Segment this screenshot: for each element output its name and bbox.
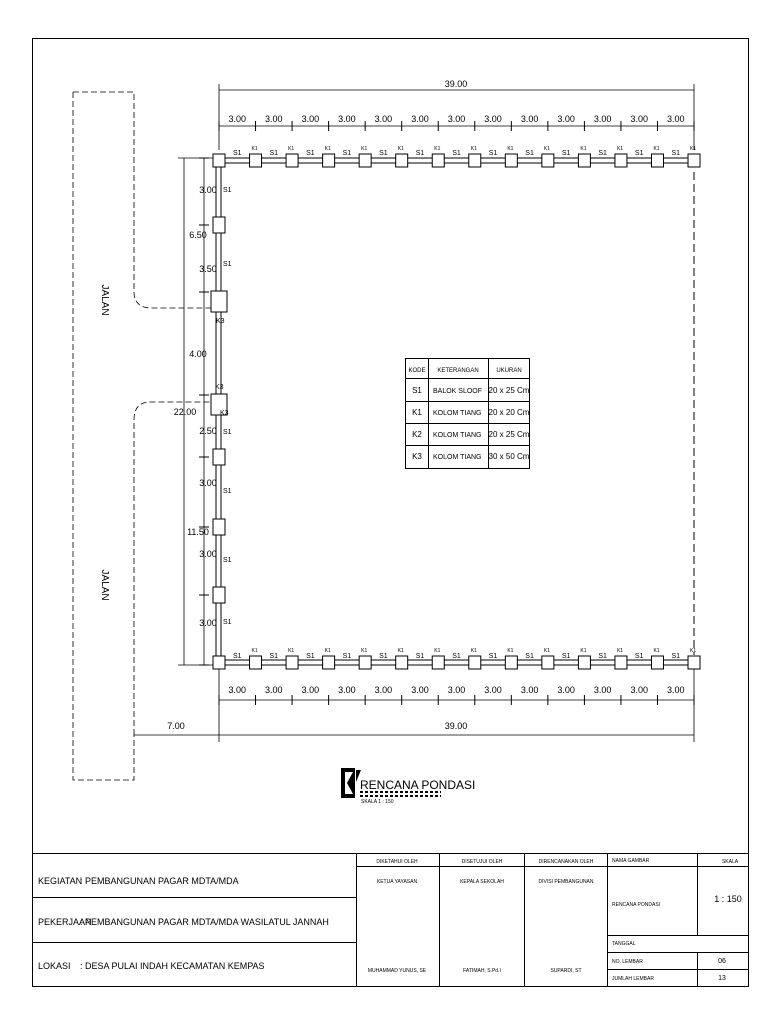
bay-dim-top: 3.00 bbox=[666, 114, 685, 124]
code-k1-bottom: K1 bbox=[251, 648, 258, 654]
lokasi-value: : DESA PULAI INDAH KECAMATAN KEMPAS bbox=[80, 961, 265, 971]
legend-row-4-ukuran: 30 x 50 Cm bbox=[488, 452, 530, 461]
code-k1-top: K1 bbox=[580, 146, 587, 152]
code-k3-upper: K3 bbox=[216, 318, 225, 325]
column-bottom bbox=[432, 656, 444, 669]
code-s1-top: S1 bbox=[232, 150, 242, 157]
column-top bbox=[542, 154, 554, 167]
code-s1-bottom: S1 bbox=[561, 653, 571, 660]
code-s1-top: S1 bbox=[452, 150, 461, 157]
left-bay-dim: 3.00 bbox=[199, 618, 217, 628]
column-bottom bbox=[286, 656, 298, 669]
dim-left-11-50: 11.50 bbox=[187, 527, 209, 537]
code-k1-top: K1 bbox=[251, 146, 258, 152]
column-bottom bbox=[688, 656, 700, 669]
drawing-scale: SKALA 1 : 150 bbox=[361, 799, 394, 805]
bay-dim-bottom: 3.00 bbox=[228, 685, 247, 695]
code-s1-bottom: S1 bbox=[525, 653, 534, 660]
left-bay-dim: 3.00 bbox=[199, 549, 217, 559]
code-s1-bottom: S1 bbox=[415, 653, 425, 660]
left-bay-dim: 3.00 bbox=[199, 185, 217, 195]
code-k1-top: K1 bbox=[397, 146, 404, 152]
column-left bbox=[213, 217, 225, 233]
bay-dim-top: 3.00 bbox=[301, 114, 320, 124]
legend-header-keterangan: KETERANGAN bbox=[437, 368, 479, 374]
column-top bbox=[250, 154, 262, 167]
column-top bbox=[651, 154, 663, 167]
legend-row-2-kode: K1 bbox=[412, 408, 422, 417]
code-s1-bottom: S1 bbox=[342, 653, 352, 660]
kegiatan-value: : PEMBANGUNAN PAGAR MDTA/MDA bbox=[80, 876, 239, 886]
lokasi-label: LOKASI bbox=[38, 961, 71, 971]
column-top bbox=[213, 154, 225, 167]
dim-left-4-00: 4.00 bbox=[189, 349, 207, 359]
code-s1-top: S1 bbox=[488, 150, 498, 157]
code-k1-top: K1 bbox=[690, 146, 697, 152]
dim-left-2-50: 2.50 bbox=[199, 426, 217, 436]
bay-dim-bottom: 3.00 bbox=[338, 685, 356, 695]
code-k1-top: K1 bbox=[324, 146, 331, 152]
road-label-lower: JALAN bbox=[99, 569, 110, 601]
code-k1-top: K1 bbox=[361, 146, 368, 152]
code-k1-bottom: K1 bbox=[653, 648, 660, 654]
code-s1-top: S1 bbox=[415, 150, 425, 157]
column-top bbox=[323, 154, 335, 167]
column-bottom bbox=[578, 656, 590, 669]
legend-row-2-ukuran: 20 x 20 Cm bbox=[488, 408, 530, 417]
legend-row-1-keterangan: BALOK SLOOF bbox=[433, 388, 483, 395]
bay-dim-top: 3.00 bbox=[374, 114, 393, 124]
column-top bbox=[432, 154, 444, 167]
legend-header-kode: KODE bbox=[408, 368, 426, 374]
code-s1-top: S1 bbox=[671, 150, 681, 157]
nama-gambar-label: NAMA GAMBAR bbox=[612, 858, 650, 864]
left-bay-dim: 3.00 bbox=[199, 478, 217, 488]
column-bottom bbox=[469, 656, 481, 669]
legend-row-3-ukuran: 20 x 25 Cm bbox=[488, 430, 530, 439]
legend-row-4-kode: K3 bbox=[412, 452, 422, 461]
bay-dim-bottom: 3.00 bbox=[484, 685, 502, 695]
code-k1-top: K1 bbox=[653, 146, 660, 152]
signer-name-3: SUPARDI, ST bbox=[550, 968, 582, 974]
code-k1-top: K1 bbox=[616, 146, 624, 152]
code-s1-bottom: S1 bbox=[269, 653, 279, 660]
code-k1-top: K1 bbox=[507, 146, 514, 152]
legend-header-ukuran: UKURAN bbox=[496, 368, 522, 374]
dim-left-offset: 7.00 bbox=[167, 721, 185, 731]
code-k1-top: K1 bbox=[543, 146, 550, 152]
code-k1-bottom: K1 bbox=[288, 648, 295, 654]
column-top bbox=[688, 154, 700, 167]
legend-row-1-ukuran: 20 x 25 Cm bbox=[488, 386, 530, 395]
bay-dim-top: 3.00 bbox=[447, 114, 466, 124]
code-s1-left: S1 bbox=[223, 488, 232, 495]
column-top bbox=[578, 154, 590, 167]
code-k1-bottom: K1 bbox=[470, 648, 477, 654]
code-k1-bottom: K1 bbox=[580, 648, 587, 654]
column-top bbox=[359, 154, 371, 167]
drawing-title-logo bbox=[341, 768, 361, 798]
legend-row-3-kode: K2 bbox=[412, 430, 422, 439]
bay-dim-bottom: 3.00 bbox=[630, 685, 648, 695]
road-label-upper: JALAN bbox=[99, 284, 110, 316]
column-top bbox=[615, 154, 627, 167]
role-divisi-pembangunan: DIVISI PEMBANGUNAN bbox=[538, 879, 594, 885]
no-lembar-label: NO. LEMBAR bbox=[612, 959, 643, 965]
dim-bottom-overall: 39.00 bbox=[444, 721, 468, 731]
bay-dim-bottom: 3.00 bbox=[301, 685, 320, 695]
sheet-border bbox=[33, 39, 749, 987]
pekerjaan-label: PEKERJAAN bbox=[38, 917, 92, 927]
column-bottom bbox=[542, 656, 554, 669]
road-outline bbox=[73, 92, 214, 780]
bay-dim-bottom: 3.00 bbox=[666, 685, 685, 695]
dim-top-overall: 39.00 bbox=[444, 79, 468, 89]
column-top bbox=[286, 154, 298, 167]
bay-dim-bottom: 3.00 bbox=[557, 685, 575, 695]
drawing-title-block bbox=[341, 768, 475, 805]
code-s1-top: S1 bbox=[269, 150, 279, 157]
bay-dim-top: 3.00 bbox=[484, 114, 502, 124]
tanggal-label: TANGGAL bbox=[612, 941, 636, 947]
bay-dim-bottom: 3.00 bbox=[411, 685, 429, 695]
code-s1-bottom: S1 bbox=[232, 653, 242, 660]
column-bottom bbox=[359, 656, 371, 669]
role-ketua-yayasan: KETUA YAYASAN bbox=[376, 879, 418, 885]
bay-dim-top: 3.00 bbox=[557, 114, 575, 124]
dim-left-6-50: 6.50 bbox=[189, 230, 207, 240]
code-s1-top: S1 bbox=[561, 150, 571, 157]
code-k1-top: K1 bbox=[434, 146, 441, 152]
column-bottom bbox=[615, 656, 627, 669]
code-k3-lower-b: K3 bbox=[220, 410, 229, 417]
code-s1-left: S1 bbox=[223, 261, 232, 268]
bay-dim-bottom: 3.00 bbox=[593, 685, 612, 695]
legend-row-3-keterangan: KOLOM TIANG bbox=[433, 432, 482, 439]
bay-dim-bottom: 3.00 bbox=[265, 685, 283, 695]
bay-dim-top: 3.00 bbox=[593, 114, 612, 124]
code-s1-bottom: S1 bbox=[379, 653, 388, 660]
code-s1-top: S1 bbox=[598, 150, 607, 157]
column-left bbox=[213, 587, 225, 603]
code-k1-bottom: K1 bbox=[397, 648, 404, 654]
code-s1-top: S1 bbox=[306, 150, 315, 157]
column-top bbox=[505, 154, 517, 167]
direncanakan-label: DIRENCANAKAN OLEH bbox=[538, 859, 594, 865]
k3-column-upper bbox=[211, 291, 227, 312]
code-k1-bottom: K1 bbox=[361, 648, 368, 654]
column-bottom bbox=[396, 656, 408, 669]
column-left bbox=[213, 449, 225, 465]
code-k1-bottom: K1 bbox=[507, 648, 514, 654]
bay-dim-bottom: 3.00 bbox=[374, 685, 393, 695]
legend-row-1-kode: S1 bbox=[412, 386, 422, 395]
code-s1-bottom: S1 bbox=[488, 653, 498, 660]
code-k1-bottom: K1 bbox=[324, 648, 331, 654]
nama-gambar-value: RENCANA PONDASI bbox=[612, 902, 661, 908]
kegiatan-label: KEGIATAN bbox=[38, 876, 83, 886]
code-s1-top: S1 bbox=[525, 150, 534, 157]
dim-left-3-50: 3.50 bbox=[199, 264, 217, 274]
code-s1-bottom: S1 bbox=[452, 653, 461, 660]
legend-row-4-keterangan: KOLOM TIANG bbox=[433, 454, 482, 461]
column-bottom bbox=[323, 656, 335, 669]
code-s1-top: S1 bbox=[634, 150, 644, 157]
column-top bbox=[396, 154, 408, 167]
jumlah-lembar-value: 13 bbox=[718, 975, 726, 982]
column-bottom bbox=[250, 656, 262, 669]
code-s1-bottom: S1 bbox=[634, 653, 644, 660]
code-s1-bottom: S1 bbox=[598, 653, 607, 660]
column-bottom bbox=[213, 656, 225, 669]
dim-left-total: 22.00 bbox=[173, 407, 197, 417]
column-top bbox=[469, 154, 481, 167]
code-s1-left: S1 bbox=[223, 557, 232, 564]
legend-row-2-keterangan: KOLOM TIANG bbox=[433, 410, 482, 417]
drawing-title: RENCANA PONDASI bbox=[360, 778, 476, 792]
code-s1-left: S1 bbox=[223, 429, 232, 436]
legend-table bbox=[405, 358, 530, 469]
jumlah-lembar-label: JUMLAH LEMBAR bbox=[612, 976, 654, 982]
bay-dim-top: 3.00 bbox=[338, 114, 356, 124]
skala-label: SKALA bbox=[721, 859, 739, 865]
code-s1-left: S1 bbox=[223, 619, 232, 626]
code-s1-top: S1 bbox=[342, 150, 352, 157]
code-k1-bottom: K1 bbox=[543, 648, 550, 654]
bay-dim-bottom: 3.00 bbox=[447, 685, 466, 695]
diketahui-label: DIKETAHUI OLEH bbox=[376, 859, 418, 865]
disetujui-label: DISETUJUI OLEH bbox=[461, 859, 503, 865]
pekerjaan-value: : PEMBANGUNAN PAGAR MDTA/MDA WASILATUL JANNAH bbox=[80, 917, 329, 927]
bay-dim-bottom: 3.00 bbox=[520, 685, 539, 695]
code-s1-bottom: S1 bbox=[306, 653, 315, 660]
code-k1-bottom: K1 bbox=[690, 648, 697, 654]
column-bottom bbox=[651, 656, 663, 669]
no-lembar-value: 06 bbox=[718, 958, 726, 965]
bay-dim-top: 3.00 bbox=[630, 114, 648, 124]
bay-dim-top: 3.00 bbox=[520, 114, 539, 124]
code-s1-bottom: S1 bbox=[671, 653, 681, 660]
bay-dim-top: 3.00 bbox=[228, 114, 247, 124]
code-k1-bottom: K1 bbox=[434, 648, 441, 654]
code-k1-top: K1 bbox=[288, 146, 295, 152]
code-k3-lower: K3 bbox=[215, 384, 224, 391]
bay-dim-top: 3.00 bbox=[265, 114, 283, 124]
column-bottom bbox=[505, 656, 517, 669]
skala-value: 1 : 150 bbox=[714, 894, 742, 904]
code-k1-bottom: K1 bbox=[616, 648, 624, 654]
role-kepala-sekolah: KEPALA SEKOLAH bbox=[460, 879, 504, 885]
signer-name-1: MUHAMMAD YUNUS, SE bbox=[367, 968, 427, 974]
code-s1-top: S1 bbox=[379, 150, 388, 157]
column-left bbox=[213, 519, 225, 535]
code-k1-top: K1 bbox=[470, 146, 477, 152]
signer-name-2: FATIMAH, S.Pd.I bbox=[463, 968, 501, 974]
code-s1-left: S1 bbox=[223, 187, 232, 194]
bay-dim-top: 3.00 bbox=[411, 114, 429, 124]
